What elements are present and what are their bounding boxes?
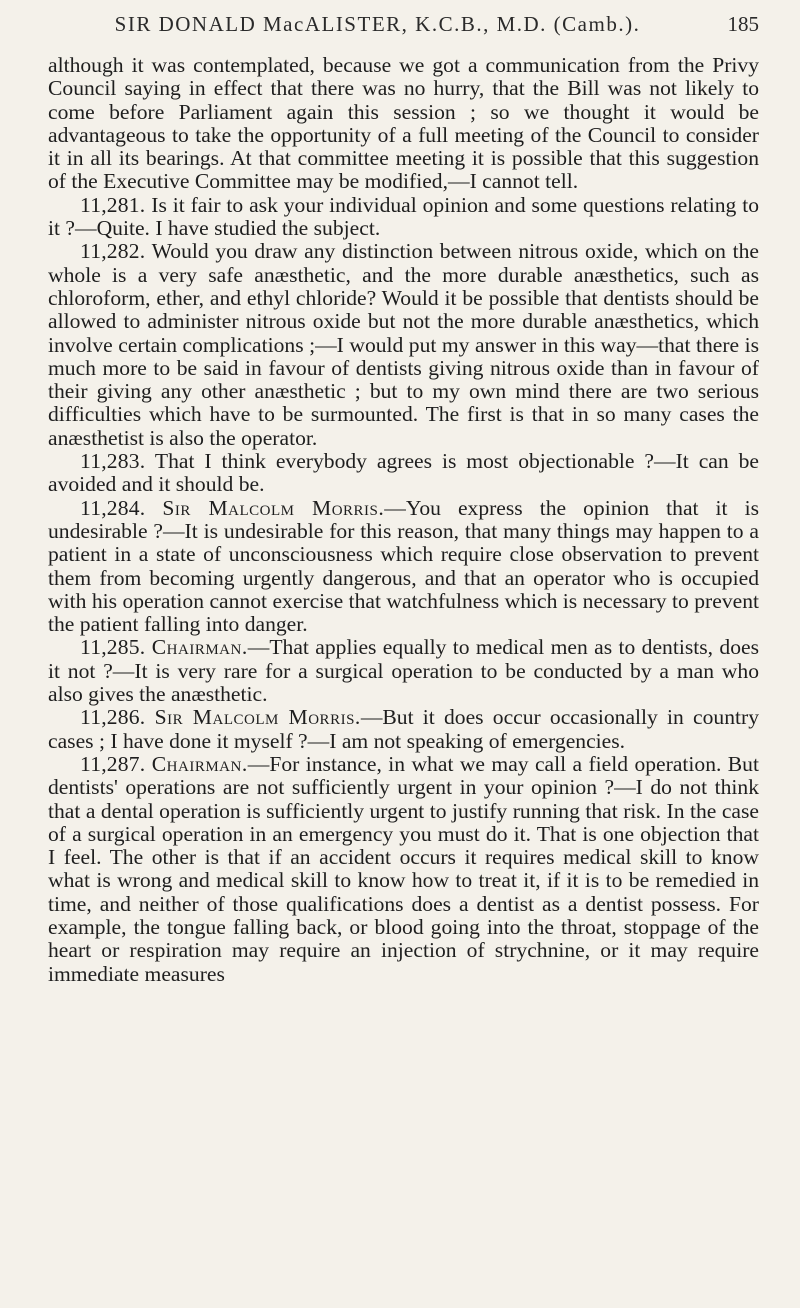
question-number: 11,283.: [80, 449, 146, 474]
question-number: 11,287.: [80, 751, 146, 776]
question-number: 11,282.: [80, 239, 146, 264]
paragraph-text: —For instance, in what we may call a field operation. But dentists' operations are not sufficiently urgent in your opinion ?—I do not think that a dental operation is sufficiently urgent to justify running that risk. In the case of a surgical operation in an emergency you must do it. That is one objection that I feel. The other is that if an accident occurs it requires medical skill to know what is wrong and medical skill to know how to treat it, if it is to be remedied in time, and neither of those qualifications does a dentist as a dentist possess. For example, the tongue falling back, or blood going into the throat, stoppage of the heart or respiration may require an injection of strychnine, or it may require immediate measures: [48, 751, 759, 986]
question-11287: [48, 753, 759, 986]
page-number: 185: [727, 12, 759, 36]
question-11283: [48, 450, 759, 497]
question-11281: [48, 194, 759, 241]
running-head: [56, 12, 759, 42]
question-11284: [48, 497, 759, 637]
question-number: 11,281.: [80, 192, 146, 217]
body-text: [48, 54, 759, 986]
running-title: SIR DONALD MacALISTER, K.C.B., M.D. (Camb.).: [114, 12, 641, 36]
paragraph-text: That I think everybody agrees is most objectionable ?—It can be avoided and it should be.: [48, 449, 759, 497]
paragraph-text: —That applies equally to medical men as to dentists, does it not ?—It is very rare for a surgical operation to be conducted by a man who also gives the anæsthetic.: [48, 635, 759, 707]
question-number: 11,286.: [80, 705, 146, 730]
question-number: 11,284.: [80, 495, 146, 520]
paragraph-text: Would you draw any distinction between nitrous oxide, which on the whole is a very safe anæsthetic, and the more durable anæsthetics, such as chloroform, ether, and ethyl chloride? Would it be possible that dentists should be allowed to administer nitrous oxide but not the more durable anæsthetics, which involve certain complications ;—I would put my answer in this way—that there is much more to be said in favour of dentists giving nitrous oxide than in favour of their giving any other anæsthetic ; but to my own mind there are two serious difficulties which have to be surmounted. The first is that in so many cases the anæsthetist is also the operator.: [48, 239, 759, 450]
speaker-name: Sir Malcolm Morris.: [162, 495, 385, 520]
paragraph-text: although it was contemplated, because we got a communication from the Privy Council saying in effect that there was no hurry, that the Bill was not likely to come before Parliament again this session ; so we thought it would be advantageous to take the opportunity of a full meeting of the Council to consider it in all its bearings. At that committee meeting it is possible that this suggestion of the Executive Committee may be modified,—I cannot tell.: [48, 53, 759, 194]
paragraph-text: —You express the opinion that it is undesirable ?—It is undesirable for this reason, that many things may happen to a patient in a state of unconsciousness which require close observation to prevent them from becoming urgently dangerous, and that an operator who is occupied with his operation cannot exercise that watchfulness which is necessary to prevent the patient falling into danger.: [48, 495, 759, 637]
question-11285: [48, 636, 759, 706]
speaker-name: Sir Malcolm Morris.: [154, 705, 361, 730]
question-number: 11,285.: [80, 635, 146, 660]
question-11286: [48, 706, 759, 753]
paragraph-text: —But it does occur occasionally in country cases ; I have done it myself ?—I am not speaking of emergencies.: [48, 705, 759, 753]
paragraph-text: Is it fair to ask your individual opinion and some questions relating to it ?—Quite. I have studied the subject.: [48, 192, 759, 241]
question-11282: [48, 240, 759, 450]
speaker-name: Chairman.: [151, 751, 248, 776]
paragraph-continuation: [48, 54, 759, 194]
speaker-name: Chairman.: [151, 635, 248, 660]
